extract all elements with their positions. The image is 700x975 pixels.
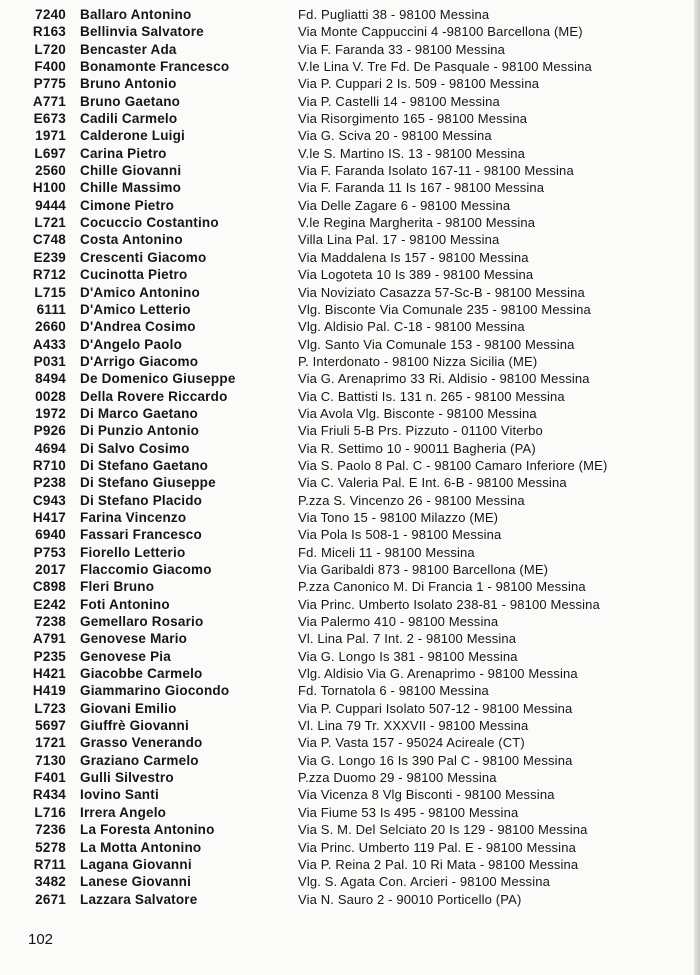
entry-name: D'Andrea Cosimo — [80, 319, 196, 335]
entry-address: Via R. Settimo 10 - 90011 Bagheria (PA) — [298, 440, 536, 456]
entry-address: Fd. Tornatola 6 - 98100 Messina — [298, 683, 489, 699]
directory-entry — [0, 544, 694, 561]
directory-entry — [0, 179, 694, 196]
page-edge-shadow — [694, 0, 700, 975]
entry-name: Bonamonte Francesco — [80, 59, 230, 75]
directory-entry — [0, 266, 694, 283]
directory-entry — [0, 75, 694, 92]
entry-address: Vl. Lina Pal. 7 Int. 2 - 98100 Messina — [298, 631, 517, 647]
entry-name: D'Amico Letterio — [80, 301, 191, 317]
entry-address: Via Palermo 410 - 98100 Messina — [298, 614, 499, 630]
directory-entry — [0, 561, 694, 578]
directory-entry — [0, 856, 694, 873]
entry-address: Via Friuli 5-B Prs. Pizzuto - 01100 Viterbo — [298, 423, 543, 439]
entry-name: Bellinvia Salvatore — [80, 24, 204, 40]
entry-name: Giacobbe Carmelo — [80, 666, 203, 682]
entry-code: 9444 — [35, 197, 66, 213]
entry-address: Vlg. Santo Via Comunale 153 - 98100 Messina — [298, 336, 575, 352]
entry-code: 5278 — [35, 839, 66, 855]
directory-entry — [0, 284, 694, 301]
entry-name: Iovino Santi — [80, 787, 159, 803]
entry-address: Via G. Longo 16 Is 390 Pal C - 98100 Messina — [298, 752, 573, 768]
entry-code: P031 — [33, 353, 66, 369]
entry-name: D'Angelo Paolo — [80, 336, 183, 352]
entry-name: Di Stefano Placido — [80, 492, 203, 508]
directory-entry — [0, 370, 694, 387]
directory-entry — [0, 752, 694, 769]
entry-address: Via G. Sciva 20 - 98100 Messina — [298, 128, 492, 144]
entry-address: Fd. Pugliatti 38 - 98100 Messina — [298, 7, 490, 22]
entry-address: Via S. Paolo 8 Pal. C - 98100 Camaro Inferiore (ME) — [298, 457, 608, 473]
entry-code: R434 — [32, 787, 66, 803]
entry-code: L697 — [34, 145, 66, 161]
directory-entry — [0, 839, 694, 856]
entry-address: Vlg. S. Agata Con. Arcieri - 98100 Messina — [298, 874, 550, 890]
directory-entry — [0, 249, 694, 266]
entry-code: L723 — [34, 700, 66, 716]
entry-address: P.zza S. Vincenzo 26 - 98100 Messina — [298, 492, 525, 508]
entry-code: A771 — [32, 93, 66, 109]
entry-address: Via F. Faranda Isolato 167-11 - 98100 Messina — [298, 163, 574, 179]
directory-entry — [0, 41, 694, 58]
entry-name: Grasso Venerando — [80, 735, 203, 751]
entry-address: Via C. Battisti Is. 131 n. 265 - 98100 Messina — [298, 388, 565, 404]
entry-address: Via G. Arenaprimo 33 Ri. Aldisio - 98100 Messina — [298, 371, 590, 387]
entry-name: Irrera Angelo — [80, 804, 167, 820]
entry-address: P.zza Duomo 29 - 98100 Messina — [298, 770, 497, 786]
entry-address: Via F. Faranda 11 Is 167 - 98100 Messina — [298, 180, 545, 196]
entry-code: H419 — [32, 683, 66, 699]
entry-name: Lanese Giovanni — [80, 874, 192, 890]
entry-name: Costa Antonino — [80, 232, 183, 248]
entry-address: Via Maddalena Is 157 - 98100 Messina — [298, 249, 529, 265]
directory-entry — [0, 648, 694, 665]
entry-address: P.zza Canonico M. Di Francia 1 - 98100 Messina — [298, 579, 586, 595]
directory-entry — [0, 769, 694, 786]
entry-name: Ballaro Antonino — [80, 7, 192, 22]
entry-address: Via P. Reina 2 Pal. 10 Ri Mata - 98100 Messina — [298, 856, 579, 872]
directory-entry — [0, 197, 694, 214]
entry-name: Bruno Gaetano — [80, 93, 181, 109]
entry-address: Via F. Faranda 33 - 98100 Messina — [298, 41, 506, 57]
entry-name: Di Stefano Gaetano — [80, 457, 209, 473]
directory-entry — [0, 214, 694, 231]
directory-entry — [0, 388, 694, 405]
entry-code: 1721 — [35, 735, 66, 751]
entry-name: Crescenti Giacomo — [80, 249, 207, 265]
entry-code: 0028 — [35, 388, 66, 404]
page-number: 102 — [28, 931, 54, 948]
entry-name: Calderone Luigi — [80, 128, 186, 144]
entry-code: R711 — [33, 856, 66, 872]
entry-code: 4694 — [35, 440, 66, 456]
entry-code: P238 — [33, 475, 66, 491]
entry-address: Via Risorgimento 165 - 98100 Messina — [298, 111, 528, 127]
entry-address: V.le Regina Margherita - 98100 Messina — [298, 215, 536, 231]
entry-name: Chille Giovanni — [80, 163, 182, 179]
entry-code: L715 — [34, 284, 66, 300]
entry-address: Via Fiume 53 Is 495 - 98100 Messina — [298, 804, 519, 820]
directory-entry — [0, 162, 694, 179]
entry-address: Via Princ. Umberto 119 Pal. E - 98100 Messina — [298, 839, 576, 855]
entry-name: Di Punzio Antonio — [80, 423, 200, 439]
entry-code: 7238 — [35, 614, 66, 630]
entry-name: Giovani Emilio — [80, 700, 177, 716]
entry-code: 2017 — [35, 562, 66, 577]
directory-entry — [0, 127, 694, 144]
entry-code: P775 — [33, 76, 66, 92]
directory-entry — [0, 353, 694, 370]
directory-entry — [0, 578, 694, 595]
entry-address: Via S. M. Del Selciato 20 Is 129 - 98100 Messina — [298, 822, 588, 838]
entry-name: Cimone Pietro — [80, 197, 175, 213]
entry-code: H100 — [32, 180, 66, 196]
entry-code: 1972 — [35, 405, 66, 421]
entry-address: Via N. Sauro 2 - 90010 Porticello (PA) — [298, 891, 522, 907]
directory-entry — [0, 422, 694, 439]
entry-address: V.le S. Martino IS. 13 - 98100 Messina — [298, 145, 526, 161]
directory-entry — [0, 717, 694, 734]
entry-name: Flaccomio Giacomo — [80, 562, 212, 577]
entry-name: Cadili Carmelo — [80, 111, 178, 127]
entry-address: Via Avola Vlg. Bisconte - 98100 Messina — [298, 405, 537, 421]
directory-entry — [0, 734, 694, 751]
entry-name: Gemellaro Rosario — [80, 614, 204, 630]
entry-address: Fd. Miceli 11 - 98100 Messina — [298, 544, 475, 560]
entry-code: 7240 — [35, 7, 66, 22]
entry-code: R712 — [32, 267, 66, 283]
entry-code: E242 — [33, 596, 66, 612]
directory-entry — [0, 492, 694, 509]
entry-address: Via Tono 15 - 98100 Milazzo (ME) — [298, 509, 499, 525]
entry-code: 2660 — [35, 319, 66, 335]
entry-code: C748 — [32, 232, 66, 248]
entry-name: Cocuccio Costantino — [80, 215, 219, 231]
entry-code: F400 — [34, 59, 66, 75]
entry-name: Giammarino Giocondo — [80, 683, 230, 699]
entry-address: Via Vicenza 8 Vlg Bisconti - 98100 Messina — [298, 787, 555, 803]
entry-address: Villa Lina Pal. 17 - 98100 Messina — [298, 232, 500, 248]
directory-entry — [0, 630, 694, 647]
entry-name: Della Rovere Riccardo — [80, 388, 228, 404]
directory-entry — [0, 596, 694, 613]
entry-name: Lazzara Salvatore — [80, 891, 198, 907]
directory-entry — [0, 110, 694, 127]
entry-name: D'Amico Antonino — [80, 284, 200, 300]
entry-address: Vlg. Aldisio Via G. Arenaprimo - 98100 Messina — [298, 666, 578, 682]
entry-code: R163 — [32, 24, 66, 40]
directory-entry — [0, 93, 694, 110]
entry-code: C943 — [32, 492, 66, 508]
directory-entry — [0, 6, 694, 23]
entry-code: F401 — [34, 770, 66, 786]
directory-entry — [0, 58, 694, 75]
directory-entry — [0, 457, 694, 474]
entry-code: L720 — [34, 41, 66, 57]
entry-code: 1971 — [35, 128, 66, 144]
entry-address: P. Interdonato - 98100 Nizza Sicilia (ME) — [298, 353, 538, 369]
entry-code: 6940 — [35, 527, 66, 543]
entry-name: Genovese Pia — [80, 648, 171, 664]
directory-entry — [0, 526, 694, 543]
entry-name: Giuffrè Giovanni — [80, 718, 189, 734]
entry-code: P235 — [33, 648, 66, 664]
entry-name: Genovese Mario — [80, 631, 188, 647]
entry-address: Vlg. Bisconte Via Comunale 235 - 98100 Messina — [298, 301, 591, 317]
entry-code: H417 — [32, 509, 66, 525]
directory-entry — [0, 804, 694, 821]
entry-name: Di Salvo Cosimo — [80, 440, 190, 456]
entry-name: Fleri Bruno — [80, 579, 155, 595]
directory-entry — [0, 509, 694, 526]
entry-code: R710 — [32, 457, 66, 473]
entry-address: Via Monte Cappuccini 4 -98100 Barcellona (ME) — [298, 24, 583, 40]
entry-code: L721 — [34, 215, 66, 231]
entry-address: Vlg. Aldisio Pal. C-18 - 98100 Messina — [298, 319, 525, 335]
entry-address: Via Logoteta 10 Is 389 - 98100 Messina — [298, 267, 534, 283]
entry-name: Fiorello Letterio — [80, 544, 186, 560]
entry-name: Di Marco Gaetano — [80, 405, 198, 421]
entry-address: Via C. Valeria Pal. E Int. 6-B - 98100 Messina — [298, 475, 567, 491]
entry-address: Via P. Cuppari 2 Is. 509 - 98100 Messina — [298, 76, 540, 92]
entry-code: E239 — [33, 249, 66, 265]
entry-code: A791 — [32, 631, 66, 647]
entry-address: Via Princ. Umberto Isolato 238-81 - 98100 Messina — [298, 596, 600, 612]
directory-entry — [0, 318, 694, 335]
directory-entry — [0, 700, 694, 717]
entry-code: 5697 — [35, 718, 66, 734]
entry-code: H421 — [32, 666, 66, 682]
entry-name: Foti Antonino — [80, 596, 170, 612]
entry-name: Lagana Giovanni — [80, 856, 192, 872]
entry-address: V.le Lina V. Tre Fd. De Pasquale - 98100 Messina — [298, 59, 592, 75]
entry-name: La Motta Antonino — [80, 839, 202, 855]
directory-entry — [0, 665, 694, 682]
directory-entry — [0, 405, 694, 422]
entry-address: Via P. Castelli 14 - 98100 Messina — [298, 93, 500, 109]
entry-name: Bencaster Ada — [80, 41, 177, 57]
entry-name: Di Stefano Giuseppe — [80, 475, 216, 491]
entry-name: Graziano Carmelo — [80, 752, 199, 768]
directory-entry — [0, 231, 694, 248]
entry-name: Cucinotta Pietro — [80, 267, 188, 283]
entry-address: Via Delle Zagare 6 - 98100 Messina — [298, 197, 511, 213]
entry-address: Via G. Longo Is 381 - 98100 Messina — [298, 648, 518, 664]
entry-name: De Domenico Giuseppe — [80, 371, 236, 387]
entry-code: 2560 — [35, 163, 66, 179]
directory-entry — [0, 301, 694, 318]
entry-address: Via P. Cuppari Isolato 507-12 - 98100 Messina — [298, 700, 573, 716]
entry-code: 7236 — [35, 822, 66, 838]
entry-code: L716 — [34, 804, 66, 820]
entry-name: Bruno Antonio — [80, 76, 177, 92]
entry-name: Chille Massimo — [80, 180, 182, 196]
entry-code: 2671 — [35, 891, 66, 907]
directory-entry — [0, 613, 694, 630]
entry-address: Via Pola Is 508-1 - 98100 Messina — [298, 527, 502, 543]
directory-entry — [0, 23, 694, 40]
directory-entry — [0, 786, 694, 803]
directory-entry — [0, 474, 694, 491]
entry-code: 3482 — [35, 874, 66, 890]
directory-entry — [0, 336, 694, 353]
entry-code: P753 — [33, 544, 66, 560]
directory-entry — [0, 821, 694, 838]
entry-name: Farina Vincenzo — [80, 509, 187, 525]
entry-code: E673 — [33, 111, 66, 127]
entry-address: Vl. Lina 79 Tr. XXXVII - 98100 Messina — [298, 718, 529, 734]
entry-name: D'Arrigo Giacomo — [80, 353, 199, 369]
entry-name: Gulli Silvestro — [80, 770, 174, 786]
entry-code: C898 — [32, 579, 66, 595]
entry-code: 6111 — [36, 301, 66, 317]
directory-entry — [0, 873, 694, 890]
entry-name: Carina Pietro — [80, 145, 167, 161]
entry-code: 8494 — [35, 371, 66, 387]
entry-address: Via Garibaldi 873 - 98100 Barcellona (ME) — [298, 562, 549, 577]
entry-code: 7130 — [35, 752, 66, 768]
entry-code: P926 — [33, 423, 66, 439]
directory-entry — [0, 145, 694, 162]
directory-entry — [0, 891, 694, 908]
entry-address: Via P. Vasta 157 - 95024 Acireale (CT) — [298, 735, 525, 751]
entry-name: Fassari Francesco — [80, 527, 202, 543]
directory-entry — [0, 682, 694, 699]
entry-address: Via Noviziato Casazza 57-Sc-B - 98100 Messina — [298, 284, 585, 300]
entry-code: A433 — [32, 336, 66, 352]
entry-name: La Foresta Antonino — [80, 822, 215, 838]
directory-entry — [0, 440, 694, 457]
